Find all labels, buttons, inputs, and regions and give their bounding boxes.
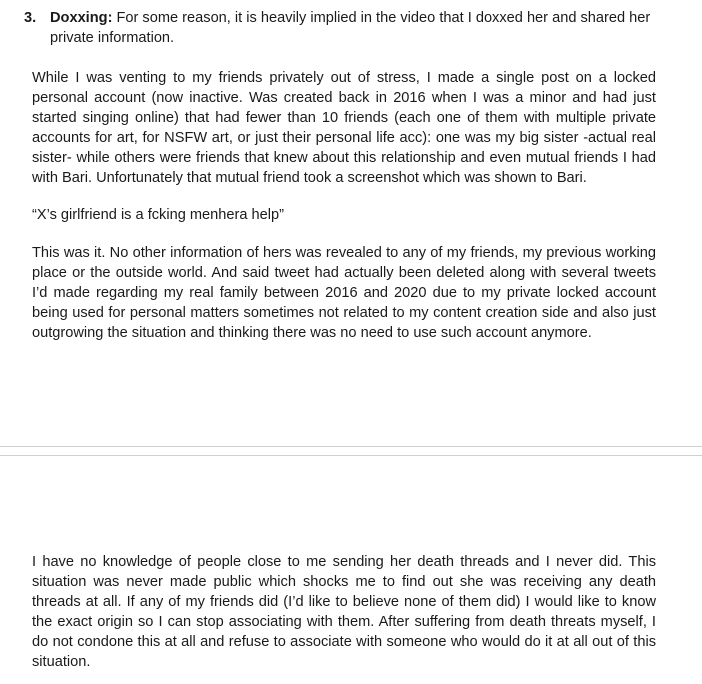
list-item-text: For some reason, it is heavily implied in the video that I doxxed her and shared her private information.	[50, 10, 651, 46]
list-item-heading: Doxxing:	[50, 10, 113, 26]
paragraph-venting: While I was venting to my friends privately out of stress, I made a single post on a locked personal account (now inactive. Was created back in 2016 when I was a minor and had just started singing online) that had fewer than 10 friends (each one of them with multiple private accounts for art, for NSFW art, or just their personal life acc): one was my big sister -actual real sister- while others were friends that knew about this relationship and even mutual friends I had with Bari. Unfortunately that mutual friend took a screenshot which was shown to Bari.	[32, 70, 656, 186]
paragraph-death-threads: I have no knowledge of people close to me sending her death threads and I never did. This situation was never made public which shocks me to find out she was receiving any death threads at all. If any of my friends did (I’d like to believe none of them did) I would like to know the exact origin so I can stop associating with them. After suffering from death threats myself, I do not condone this at all and refuse to associate with someone who would do it at all out of this situation.	[32, 554, 656, 670]
list-number: 3.	[24, 10, 37, 26]
list-item-body	[50, 8, 664, 48]
list-item-doxxing	[24, 8, 664, 48]
document-page-2	[0, 456, 702, 684]
quoted-tweet: “X’s girlfriend is a fcking menhera help”	[32, 207, 284, 223]
page-break-divider	[0, 446, 702, 456]
paragraph-no-other-info: This was it. No other information of hers was revealed to any of my friends, my previous working place or the outside world. And said tweet had actually been deleted along with several tweets I’d made regarding my real family between 2016 and 2020 due to my private locked account being used for personal matters sometimes not related to my content creation side and also just outgrowing the situation and thinking there was no need to use such account anymore.	[32, 245, 656, 341]
